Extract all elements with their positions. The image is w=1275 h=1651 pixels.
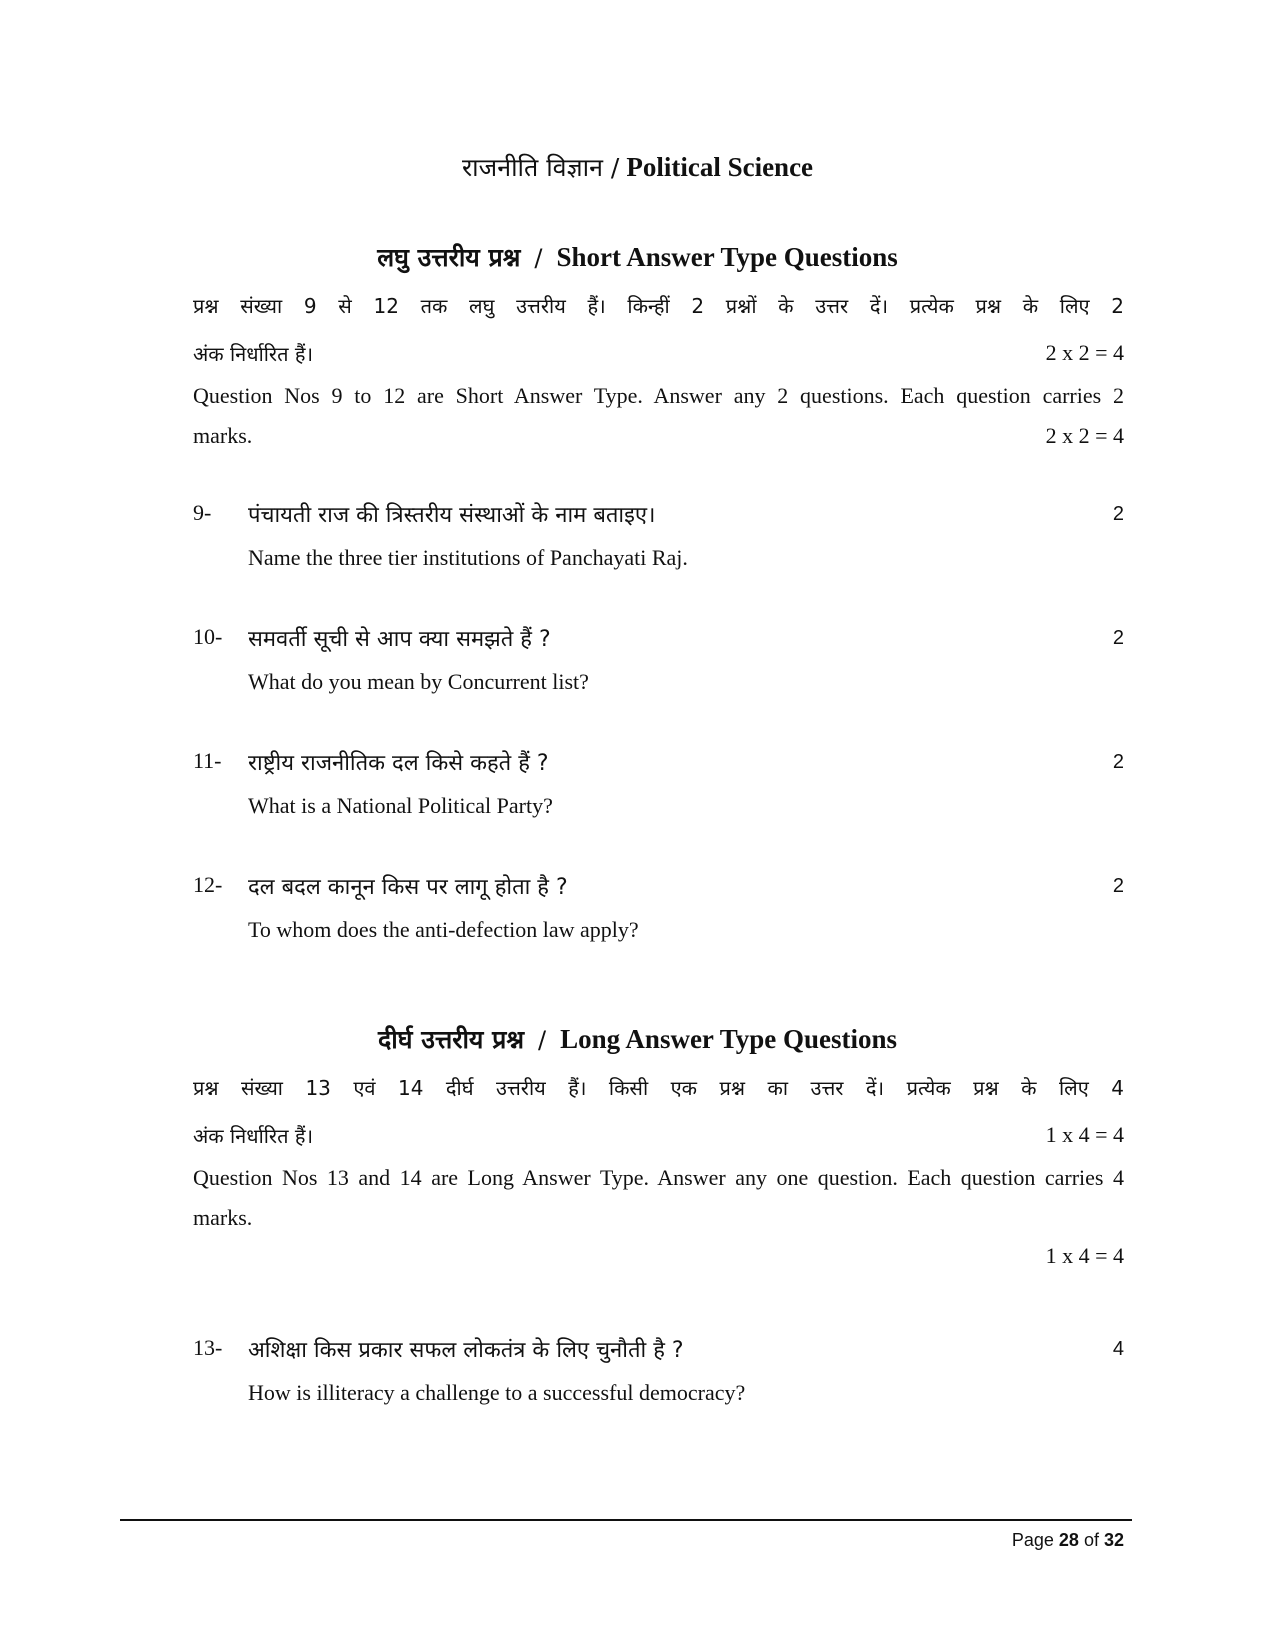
question-number: 10-	[193, 624, 223, 649]
question-english: How is illiteracy a challenge to a successful democracy?	[248, 1380, 746, 1405]
title-hindi: राजनीति विज्ञान /	[461, 153, 620, 182]
title-english: Political Science	[626, 152, 814, 182]
page-footer	[1012, 1530, 1124, 1551]
question-english: What do you mean by Concurrent list?	[248, 669, 589, 694]
footer-of: of	[1083, 1530, 1099, 1550]
instruction-english-line2: marks.	[193, 423, 253, 448]
instruction-hindi-marks: 2 x 2 = 4	[1045, 340, 1124, 365]
instruction-hindi-line2: अंक निर्धारित हैं।	[193, 342, 314, 366]
short-answer-heading	[0, 240, 1275, 274]
question-marks: 2	[1112, 627, 1124, 649]
question-hindi: समवर्ती सूची से आप क्या समझते हैं ?	[248, 627, 551, 652]
question-marks: 2	[1112, 875, 1124, 897]
section-heading-separator: /	[534, 244, 543, 272]
question-number: 9-	[193, 500, 212, 525]
instruction-english-line1: Question Nos 13 and 14 are Long Answer Type. Answer any one question. Each question carries 4	[193, 1165, 1124, 1190]
section-heading-hindi: दीर्घ उत्तरीय प्रश्न	[378, 1025, 525, 1054]
question-marks: 4	[1112, 1338, 1124, 1360]
instruction-english-marks: 1 x 4 = 4	[1045, 1243, 1124, 1268]
instruction-english-marks: 2 x 2 = 4	[1045, 423, 1124, 448]
question-english: What is a National Political Party?	[248, 793, 553, 818]
question-number: 12-	[193, 872, 223, 897]
footer-prefix: Page	[1011, 1530, 1054, 1550]
question-number: 11-	[193, 748, 222, 773]
question-hindi: राष्ट्रीय राजनीतिक दल किसे कहते हैं ?	[248, 751, 549, 776]
question-english: To whom does the anti-defection law apply?	[248, 917, 639, 942]
footer-divider	[120, 1519, 1132, 1521]
footer-current-page: 28	[1058, 1530, 1079, 1550]
section-heading-english: Short Answer Type Questions	[556, 242, 898, 272]
instruction-hindi-line1: प्रश्न संख्या 13 एवं 14 दीर्घ उत्तरीय हैं। किसी एक प्रश्न का उत्तर दें। प्रत्येक प्रश्न के लिए 4	[193, 1076, 1124, 1100]
page-title	[0, 150, 1275, 184]
question-hindi: अशिक्षा किस प्रकार सफल लोकतंत्र के लिए चुनौती है ?	[248, 1338, 684, 1363]
section-heading-separator: /	[538, 1026, 547, 1054]
question-english: Name the three tier institutions of Panchayati Raj.	[248, 545, 688, 570]
footer-total-pages: 32	[1103, 1530, 1124, 1550]
section-heading-english: Long Answer Type Questions	[560, 1024, 897, 1054]
section-heading-hindi: लघु उत्तरीय प्रश्न	[377, 243, 521, 272]
question-hindi: दल बदल कानून किस पर लागू होता है ?	[248, 875, 568, 900]
question-hindi: पंचायती राज की त्रिस्तरीय संस्थाओं के नाम बताइए।	[248, 503, 656, 528]
instruction-hindi-line2: अंक निर्धारित हैं।	[193, 1124, 314, 1148]
instruction-hindi-line1: प्रश्न संख्या 9 से 12 तक लघु उत्तरीय हैं। किन्हीं 2 प्रश्नों के उत्तर दें। प्रत्येक प्रश्न के लिए 2	[193, 294, 1124, 318]
instruction-english-line2: marks.	[193, 1205, 253, 1230]
question-marks: 2	[1112, 751, 1124, 773]
instruction-hindi-marks: 1 x 4 = 4	[1045, 1122, 1124, 1147]
long-answer-heading	[0, 1022, 1275, 1056]
question-marks: 2	[1112, 503, 1124, 525]
question-number: 13-	[193, 1335, 223, 1360]
instruction-english-line1: Question Nos 9 to 12 are Short Answer Type. Answer any 2 questions. Each question carries 2	[193, 383, 1124, 408]
